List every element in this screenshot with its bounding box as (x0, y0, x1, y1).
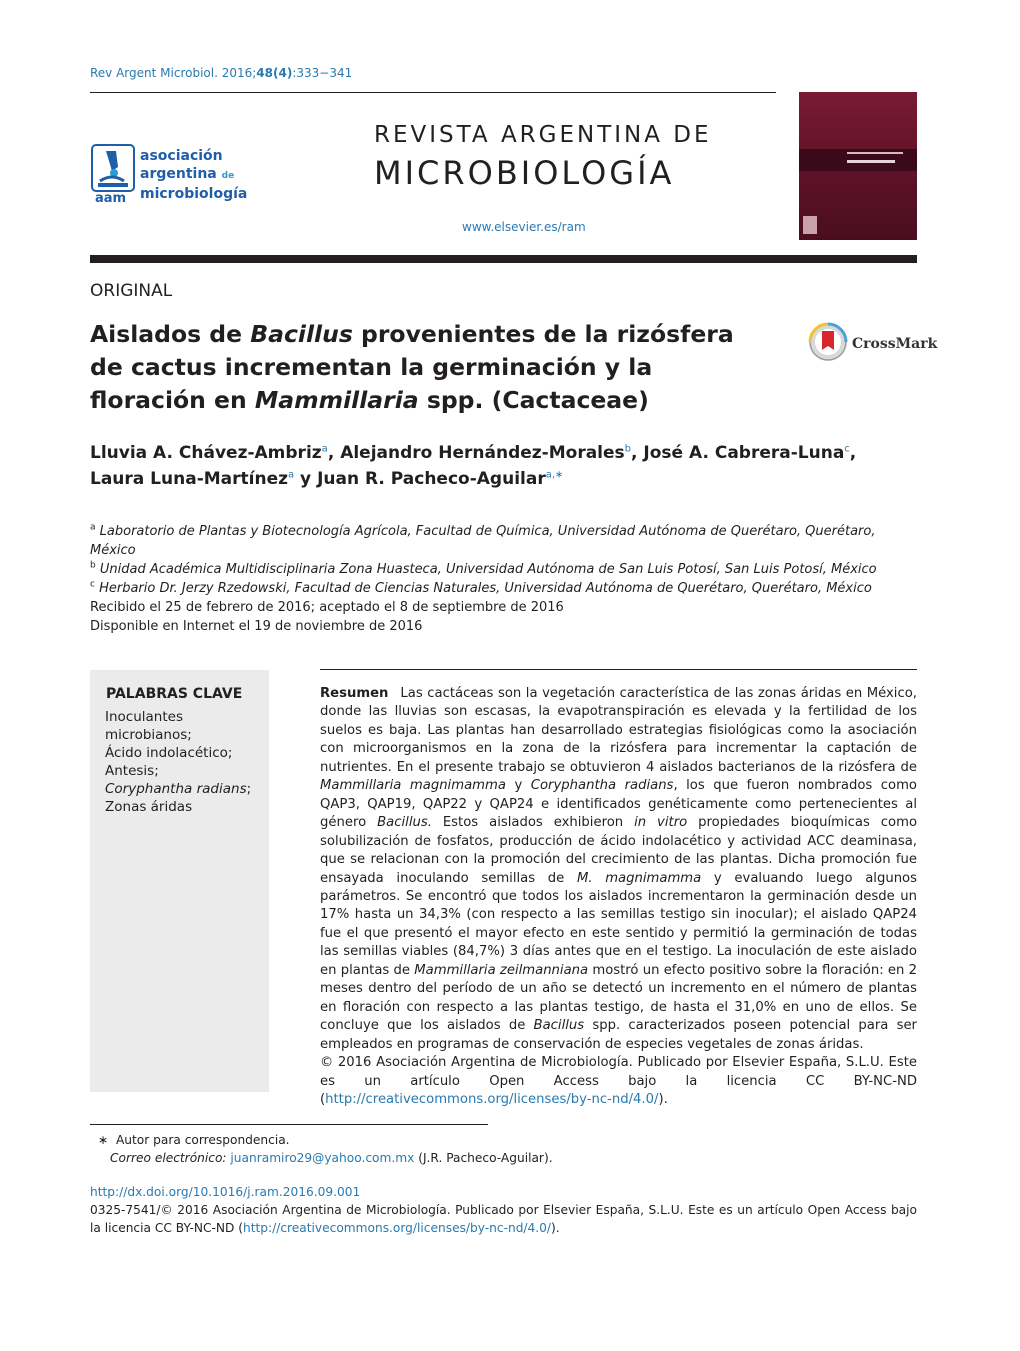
abstract-italic: Mammillaria zeilmanniana (414, 962, 589, 978)
author-name: Alejandro Hernández-Morales (340, 443, 625, 463)
article-dates (90, 598, 564, 636)
logo-line2-small: de (221, 171, 235, 181)
section-label: ORIGINAL (90, 281, 173, 301)
logo-line3: microbiología (140, 186, 248, 202)
affiliation-item (90, 560, 920, 579)
abstract-rule (320, 669, 917, 670)
email-label: Correo electrónico: (110, 1151, 227, 1165)
logo-text (140, 147, 247, 203)
keyword-item: Inoculantes (105, 709, 183, 725)
author-name: Juan R. Pacheco-Aguilar (317, 469, 546, 489)
crossmark-label: CrossMark (852, 336, 938, 352)
abstract-italic: Bacillus. (377, 815, 432, 831)
affiliation-letter: a (90, 522, 96, 533)
affiliation-text: Herbario Dr. Jerzy Rzedowski, Facultad de Ciencias Naturales, Universidad Autónoma de Querétaro, Querétaro, México (99, 581, 872, 596)
corresponding-note (98, 1131, 553, 1149)
footer-license (90, 1201, 917, 1237)
author-name: Laura Luna-Martínez (90, 469, 288, 489)
corresponding-text: Autor para correspondencia. (115, 1133, 290, 1147)
abstract-text: Estos aislados exhibieron (431, 815, 635, 831)
aam-logo (90, 143, 265, 205)
abstract-heading: Resumen (320, 686, 389, 701)
keyword-item: microbianos; (105, 727, 192, 743)
logo-line2-wrap (140, 165, 247, 185)
abstract-italic: Coryphantha radians (530, 778, 674, 794)
citation-journal: Rev Argent Microbiol. 2016; (90, 66, 257, 80)
header-rule (90, 92, 776, 93)
abstract-text: y (505, 778, 531, 794)
abstract-text: Las cactáceas son la vegetación característica de las zonas áridas en México, donde las lluvias son escasas, la evapotranspiración es elevada y la fertilidad de los suelos es baja. Las plantas han desarrollado estrategias fisiológicas como la asociación con microorganismos en la zona de la rizósfera para incrementar la captación de nutrientes. En el presente trabajo se obtuvieron 4 aislados bacterianos de la rizósfera de (320, 686, 917, 775)
email-link[interactable]: juanramiro29@yahoo.com.mx (230, 1151, 415, 1165)
journal-name-line2: MICROBIOLOGÍA (374, 154, 675, 192)
journal-citation[interactable] (90, 66, 352, 80)
abstract-text: mostró un efecto positivo sobre la floración: en 2 meses dentro del período de un año se detectó un incremento en el número de plantas en floración con respecto a las plantas testigo, de hasta el 31,0% en uno de ellos. Se concluye que los aislados de (320, 962, 917, 1034)
keywords-title: PALABRAS CLAVE (106, 686, 243, 702)
keyword-item: Antesis; (105, 763, 159, 779)
footnote-rule (90, 1124, 488, 1125)
title-italic2: Mammillaria (254, 386, 419, 414)
title-part2: provenientes de la rizósfera de cactus incrementan la germinación y la floración en (90, 320, 734, 414)
copyright-end: ). (658, 1091, 668, 1107)
affiliation-letter: c (90, 579, 95, 590)
author-sep: , (327, 443, 341, 463)
abstract-text: spp. caracterizados poseen potencial para ser empleados en programas de conservación de especies vegetales de zonas áridas. (320, 1018, 917, 1052)
author-affil-sup[interactable]: a,∗ (545, 469, 564, 481)
abstract (320, 685, 917, 1109)
license-end: ). (551, 1221, 560, 1235)
title-part3: spp. (Cactaceae) (418, 386, 649, 414)
journal-website-link[interactable]: www.elsevier.es/ram (462, 220, 586, 234)
affiliation-letter: b (90, 560, 96, 571)
author-affil-sup[interactable]: c (844, 443, 850, 455)
logo-line2: argentina (140, 166, 217, 182)
cover-title-line (847, 152, 903, 154)
abstract-copyright (320, 1054, 917, 1109)
footnote-mark: ∗ (98, 1133, 109, 1147)
author-affil-sup[interactable]: a (288, 469, 295, 481)
article-title (90, 318, 770, 417)
title-part1: Aislados de (90, 320, 251, 348)
keyword-italic: Coryphantha radians (105, 781, 247, 797)
journal-cover-image (799, 92, 917, 240)
author-sep: y (294, 469, 318, 489)
author-name: Lluvia A. Chávez-Ambriz (90, 443, 322, 463)
license-link[interactable]: http://creativecommons.org/licenses/by-nc-nd/4.0/ (325, 1091, 659, 1107)
abstract-italic: Mammillaria magnimamma (320, 778, 506, 794)
cover-subtitle-line (847, 160, 895, 163)
abstract-italic: M. magnimamma (576, 870, 702, 886)
keyword-suffix: ; (246, 781, 252, 797)
abstract-text: propiedades bioquímicas como solubilización de fosfatos, producción de ácido indolacético y actividad ACC deaminasa, que se relacionan con la promoción del crecimiento de las plantas. Dicha promoción fue ensayada inoculando semillas de (320, 815, 918, 886)
author-affil-sup[interactable]: a (321, 443, 328, 455)
cover-barcode (803, 216, 817, 234)
header-thick-rule (90, 255, 917, 263)
footnote (98, 1131, 553, 1167)
received-date: Recibido el 25 de febrero de 2016; aceptado el 8 de septiembre de 2016 (90, 600, 564, 615)
email-owner: (J.R. Pacheco-Aguilar). (418, 1151, 553, 1165)
affiliation-list (90, 522, 920, 598)
citation-volume: 48(4) (256, 66, 293, 80)
microscope-icon (90, 143, 136, 205)
keyword-item: Ácido indolacético; (105, 745, 233, 761)
doi-link[interactable]: http://dx.doi.org/10.1016/j.ram.2016.09.001 (90, 1185, 361, 1199)
abstract-body (320, 685, 917, 1054)
keywords-box (90, 670, 269, 1092)
abstract-italic: in vitro (634, 815, 688, 831)
affiliation-item (90, 579, 920, 598)
keyword-item: Zonas áridas (105, 799, 193, 815)
affiliation-text: Laboratorio de Plantas y Biotecnología Agrícola, Facultad de Química, Universidad Autónoma de Querétaro, Querétaro, México (90, 524, 876, 558)
abstract-italic: Bacillus (533, 1018, 585, 1034)
crossmark-icon (808, 322, 848, 362)
logo-abbr: aam (95, 191, 127, 205)
citation-pages: :333−341 (292, 66, 353, 80)
footer-license-link[interactable]: http://creativecommons.org/licenses/by-nc-nd/4.0/ (243, 1221, 552, 1235)
logo-line1: asociación (140, 148, 223, 164)
author-list (90, 440, 910, 492)
abstract-text: , los que fueron nombrados como QAP3, QAP19, QAP22 y QAP24 e identificados genéticamente como pertenecientes al género (320, 778, 918, 831)
license-text: 0325-7541/© 2016 Asociación Argentina de Microbiología. Publicado por Elsevier España, S.L.U. Este es un artículo Open Access bajo la licencia CC BY-NC-ND ( (90, 1203, 917, 1235)
copyright-text: © 2016 Asociación Argentina de Microbiología. Publicado por Elsevier España, S.L.U. Este es un artículo Open Access bajo la licencia CC BY-NC-ND ( (320, 1055, 917, 1107)
author-name: José A. Cabrera-Luna (643, 443, 845, 463)
crossmark-badge[interactable] (808, 322, 938, 364)
author-sep: , (849, 443, 857, 463)
author-sep: , (631, 443, 644, 463)
journal-name-line1: REVISTA ARGENTINA DE (374, 122, 712, 148)
abstract-text: y evaluando luego algunos parámetros. Se encontró que todos los aislados incrementaron la germinación desde un 17% hasta un 34,3% (con respecto a las semillas testigo sin inocular); el aislado QAP24 fue el que presentó el mayor efecto en este sentido y permitió la germinación de todas las semillas viables (84,7%) 3 días antes que en el testigo. La inoculación de este aislado en plantas de (320, 870, 917, 978)
affiliation-item (90, 522, 920, 560)
title-italic1: Bacillus (250, 320, 353, 348)
email-line (98, 1149, 553, 1167)
affiliation-text: Unidad Académica Multidisciplinaria Zona Huasteca, Universidad Autónoma de San Luis Potosí, San Luis Potosí, México (99, 562, 877, 577)
available-date: Disponible en Internet el 19 de noviembre de 2016 (90, 619, 423, 634)
keyword-item (105, 780, 251, 798)
author-affil-sup[interactable]: b (624, 443, 632, 455)
